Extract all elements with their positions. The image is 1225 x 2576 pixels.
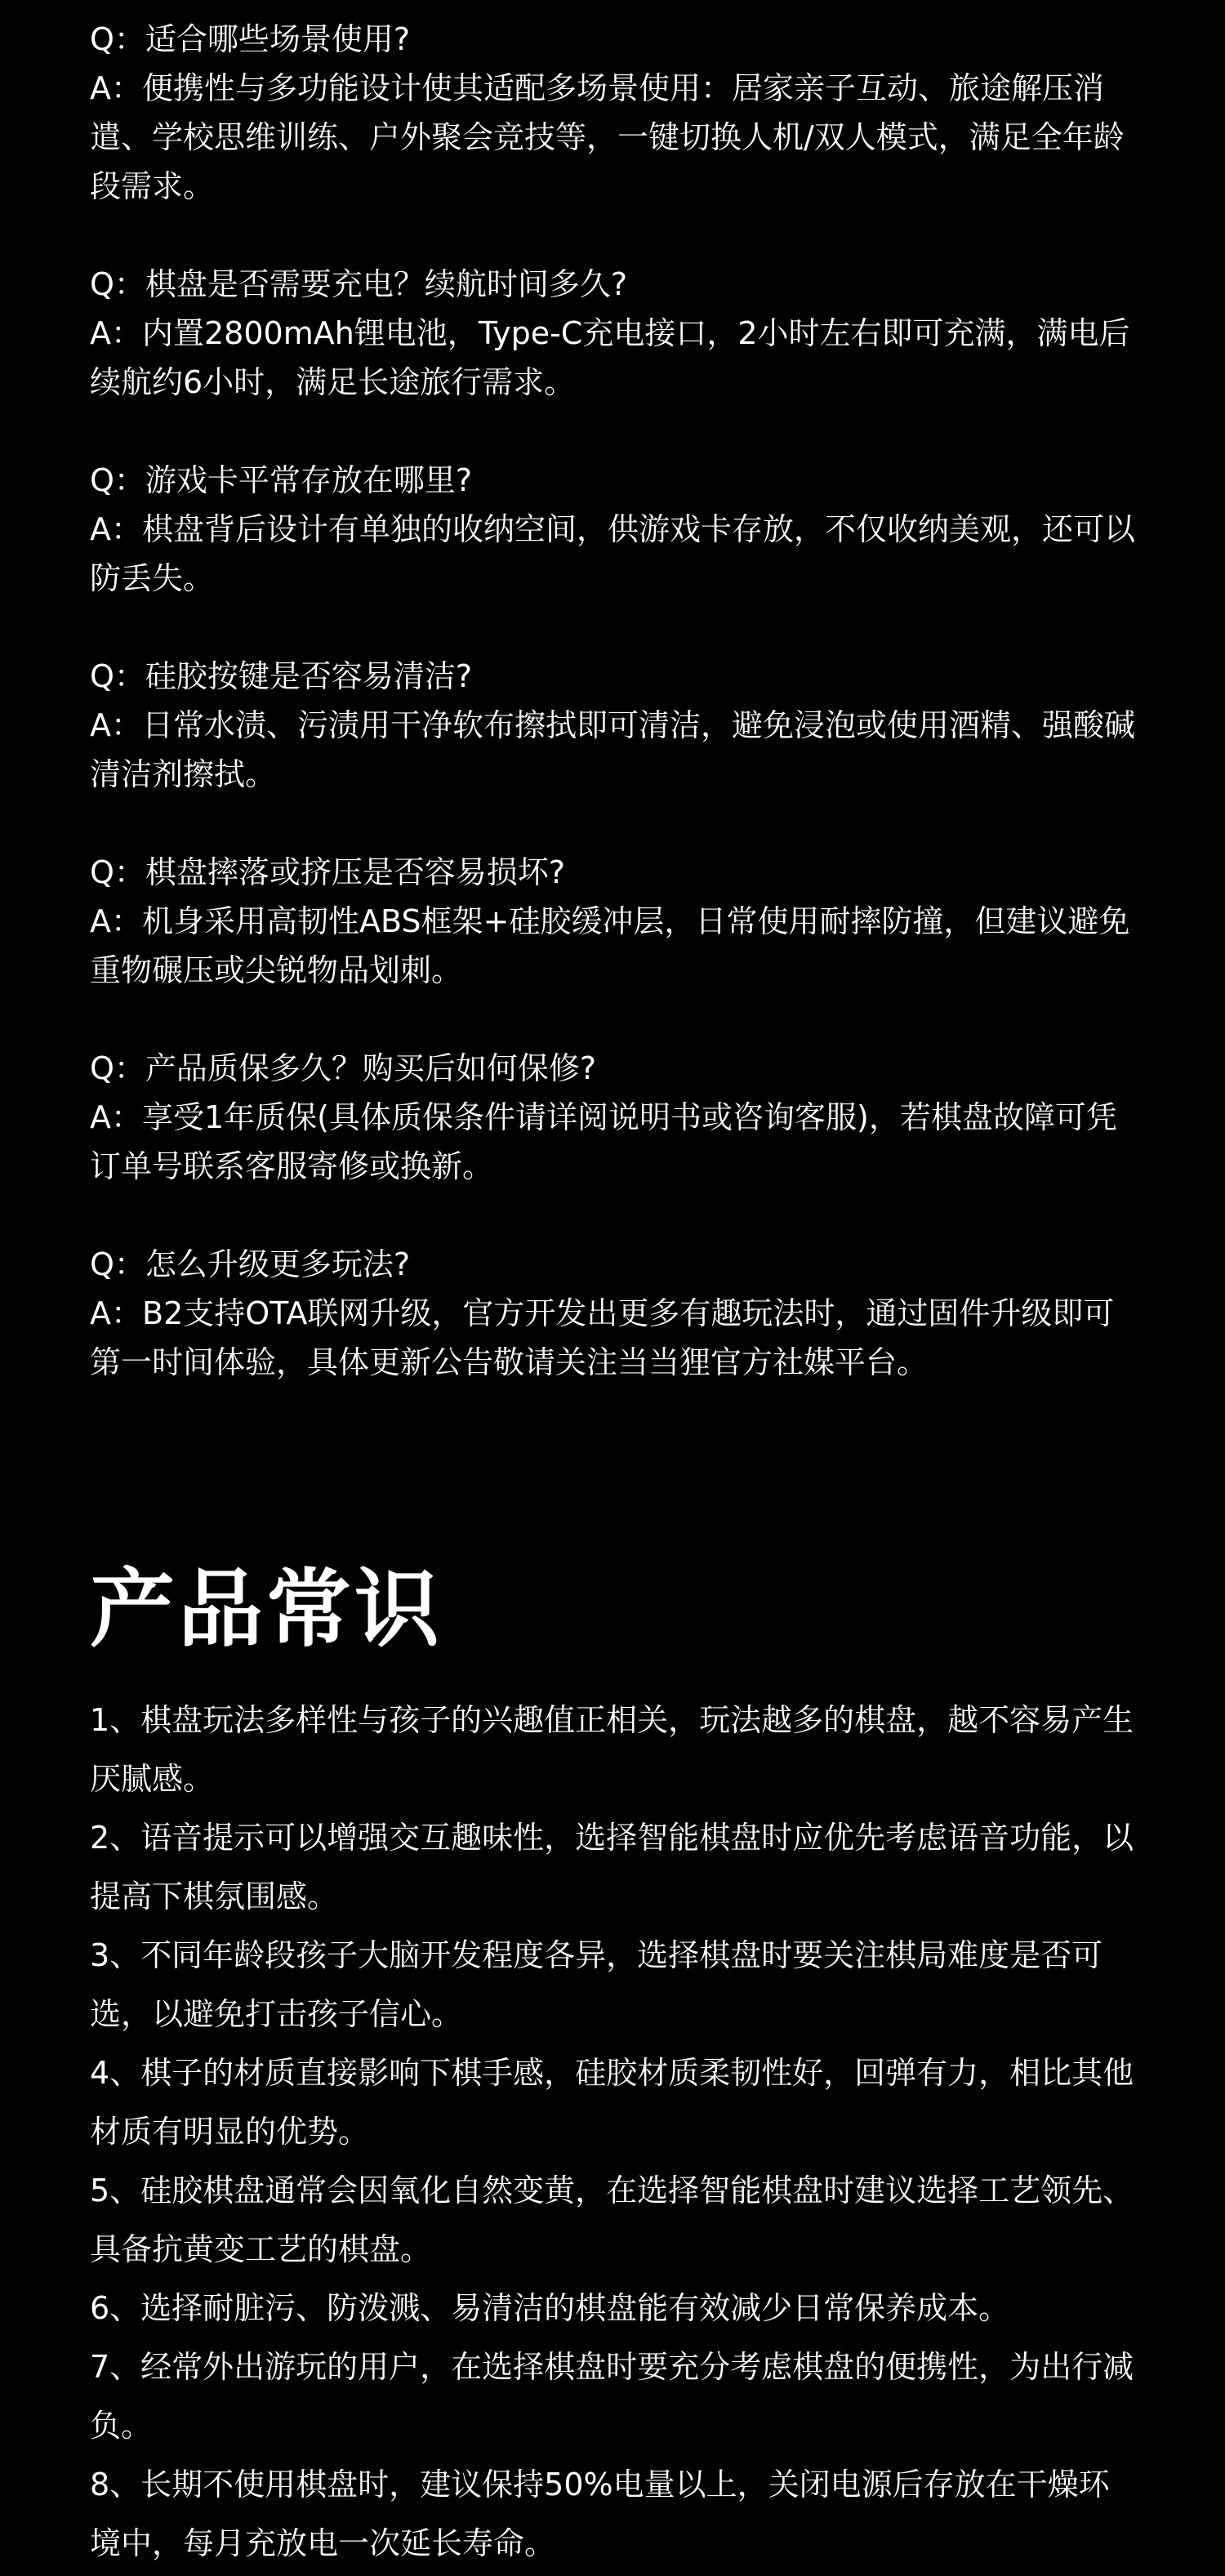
knowledge-item: 6、选择耐脏污、防泼溅、易清洁的棋盘能有效减少日常保养成本。 <box>90 2290 1010 2326</box>
knowledge-item: 2、语音提示可以增强交互趣味性，选择智能棋盘时应优先考虑语音功能，以提高下棋氛围感。 <box>90 1820 1134 1914</box>
faq-item <box>90 652 1135 799</box>
faq-question: Q：游戏卡平常存放在哪里? <box>90 462 473 498</box>
knowledge-list <box>90 1691 1135 2573</box>
faq-answer: A：便携性与多功能设计使其适配多场景使用：居家亲子互动、旅途解压消遣、学校思维训练、户外聚会竞技等，一键切换人机/双人模式，满足全年龄段需求。 <box>90 70 1125 204</box>
knowledge-item: 3、不同年龄段孩子大脑开发程度各异，选择棋盘时要关注棋局难度是否可选，以避免打击孩子信心。 <box>90 1937 1103 2032</box>
faq-question: Q：棋盘是否需要充电？续航时间多久? <box>90 266 628 302</box>
faq-item <box>90 1240 1135 1387</box>
knowledge-item: 7、经常外出游玩的用户，在选择棋盘时要充分考虑棋盘的便携性，为出行减负。 <box>90 2349 1134 2444</box>
faq-answer: A：B2支持OTA联网升级，官方开发出更多有趣玩法时，通过固件升级即可第一时间体验，具体更新公告敬请关注当当狸官方社媒平台。 <box>90 1295 1115 1380</box>
faq-answer: A：享受1年质保(具体质保条件请详阅说明书或咨询客服)，若棋盘故障可凭订单号联系客服寄修或换新。 <box>90 1099 1117 1184</box>
faq-answer: A：日常水渍、污渍用干净软布擦拭即可清洁，避免浸泡或使用酒精、强酸碱清洁剂擦拭。 <box>90 707 1135 792</box>
faq-item <box>90 456 1135 603</box>
faq-section <box>90 15 1135 1436</box>
faq-question: Q：怎么升级更多玩法? <box>90 1246 411 1282</box>
faq-item <box>90 260 1135 407</box>
knowledge-item: 4、棋子的材质直接影响下棋手感，硅胶材质柔韧性好，回弹有力，相比其他材质有明显的优势。 <box>90 2055 1134 2150</box>
faq-item <box>90 1044 1135 1191</box>
faq-answer: A：棋盘背后设计有单独的收纳空间，供游戏卡存放，不仅收纳美观，还可以防丢失。 <box>90 511 1135 596</box>
faq-item <box>90 848 1135 995</box>
knowledge-item: 1、棋盘玩法多样性与孩子的兴趣值正相关，玩法越多的棋盘，越不容易产生厌腻感。 <box>90 1702 1134 1797</box>
faq-question: Q：棋盘摔落或挤压是否容易损坏? <box>90 854 566 890</box>
faq-question: Q：适合哪些场景使用? <box>90 21 411 57</box>
knowledge-item: 8、长期不使用棋盘时，建议保持50%电量以上，关闭电源后存放在干燥环境中，每月充放电一次延长寿命。 <box>90 2467 1110 2561</box>
knowledge-item: 5、硅胶棋盘通常会因氧化自然变黄，在选择智能棋盘时建议选择工艺领先、具备抗黄变工艺的棋盘。 <box>90 2173 1134 2267</box>
faq-item <box>90 15 1135 211</box>
faq-answer: A：机身采用高韧性ABS框架+硅胶缓冲层，日常使用耐摔防撞，但建议避免重物碾压或尖锐物品划刺。 <box>90 903 1130 988</box>
faq-answer: A：内置2800mAh锂电池，Type-C充电接口，2小时左右即可充满，满电后续航约6小时，满足长途旅行需求。 <box>90 315 1130 400</box>
faq-question: Q：硅胶按键是否容易清洁? <box>90 658 473 694</box>
section-title: 产品常识 <box>90 1559 443 1659</box>
faq-question: Q：产品质保多久？购买后如何保修? <box>90 1050 597 1086</box>
